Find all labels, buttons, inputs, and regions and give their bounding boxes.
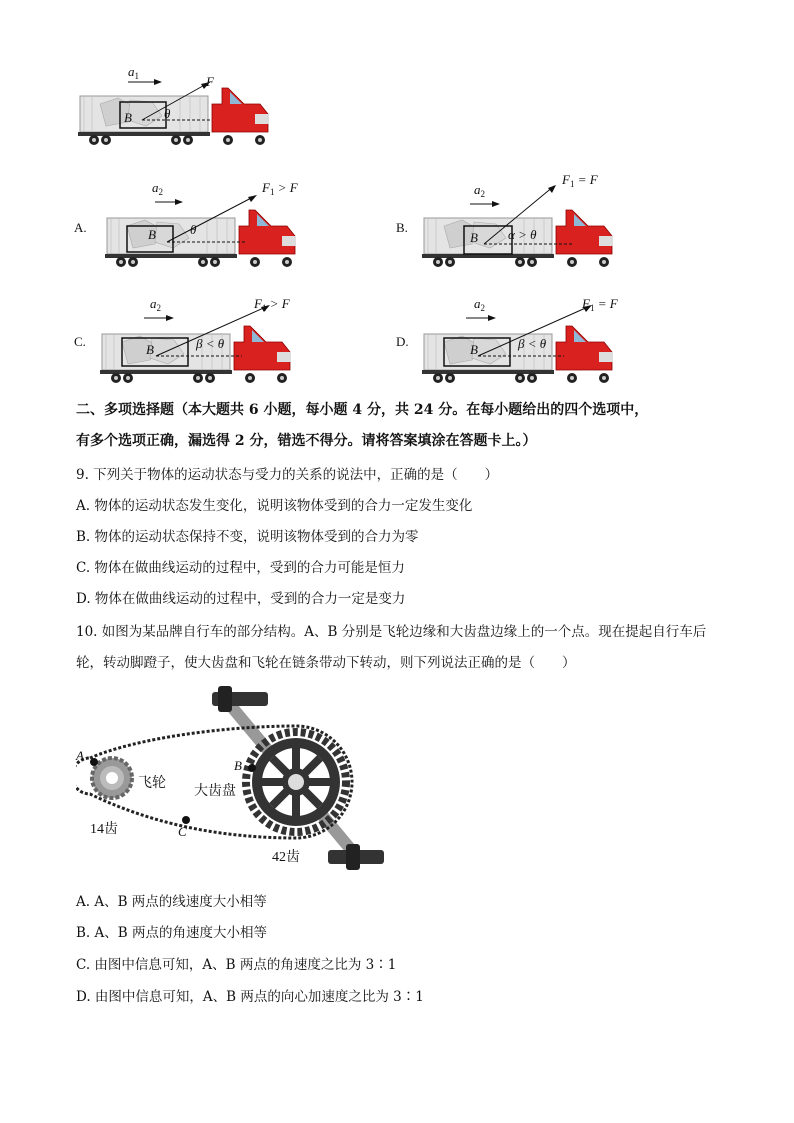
block-label-b: B <box>124 110 132 125</box>
option-d-force: $F_1 = F$ <box>582 296 618 313</box>
big-gear-label: 大齿盘 <box>194 784 236 799</box>
q10-option-c[interactable]: C. 由图中信息可知，A、B 两点的角速度之比为 3∶1 <box>76 957 397 973</box>
gear-point-b: B <box>234 758 242 773</box>
option-c-force: $F_1 > F$ <box>254 296 290 313</box>
option-d-letter: D. <box>396 334 409 349</box>
option-b-letter: B. <box>396 220 408 235</box>
option-b-force: $F_1 = F$ <box>562 172 598 189</box>
option-d-angle: β < θ <box>518 336 547 351</box>
option-a-force: $F_1 > F$ <box>262 180 298 197</box>
option-a-angle: θ <box>190 222 197 237</box>
bicycle-gear-figure <box>76 686 396 876</box>
option-c-accel: $a_2$ <box>150 296 161 313</box>
q9-option-c[interactable]: C. 物体在做曲线运动的过程中，受到的合力可能是恒力 <box>76 560 405 576</box>
truck-figure-main <box>70 60 280 160</box>
option-d-block: B <box>470 342 478 357</box>
small-gear-label: 飞轮 <box>138 776 166 791</box>
option-b-angle: α > θ <box>508 227 537 242</box>
q10-stem-line1: 10. 如图为某品牌自行车的部分结构。A、B 分别是飞轮边缘和大齿盘边缘上的一个点。现在提起自行车后 <box>76 624 707 640</box>
option-a-block: B <box>148 227 156 242</box>
q10-stem-line2: 轮，转动脚蹬子，使大齿盘和飞轮在链条带动下转动，则下列说法正确的是（ ） <box>76 655 576 671</box>
option-c-letter: C. <box>74 334 86 349</box>
pedal-bottom-icon <box>328 844 384 870</box>
gear-point-c: C <box>178 824 187 839</box>
option-a-letter: A. <box>74 220 87 235</box>
small-gear-icon <box>92 758 132 798</box>
angle-label-theta: θ <box>164 106 171 121</box>
q9-option-b[interactable]: B. 物体的运动状态保持不变，说明该物体受到的合力为零 <box>76 529 419 545</box>
q10-option-a[interactable]: A. A、B 两点的线速度大小相等 <box>76 894 267 910</box>
gear-point-a: A <box>76 748 84 763</box>
q10-option-d[interactable]: D. 由图中信息可知，A、B 两点的向心加速度之比为 3∶1 <box>76 989 424 1005</box>
option-a-accel: $a_2$ <box>152 180 163 197</box>
force-label-f: F <box>206 74 214 89</box>
option-c-angle: β < θ <box>196 336 225 351</box>
q10-option-b[interactable]: B. A、B 两点的角速度大小相等 <box>76 925 267 941</box>
q9-stem: 9. 下列关于物体的运动状态与受力的关系的说法中，正确的是（ ） <box>76 467 499 483</box>
q9-option-a[interactable]: A. 物体的运动状态发生变化，说明该物体受到的合力一定发生变化 <box>76 498 473 514</box>
small-gear-teeth: 14齿 <box>90 822 118 837</box>
truck-figure-option-a <box>92 182 312 282</box>
option-b-block: B <box>470 230 478 245</box>
option-d-accel: $a_2$ <box>474 296 485 313</box>
big-gear-teeth: 42齿 <box>272 850 300 865</box>
option-c-block: B <box>146 342 154 357</box>
q9-option-d[interactable]: D. 物体在做曲线运动的过程中，受到的合力一定是变力 <box>76 591 406 607</box>
option-b-accel: $a_2$ <box>474 182 485 199</box>
section2-line1: 二、多项选择题（本大题共 6 小题，每小题 4 分，共 24 分。在每小题给出的四个选项中， <box>76 402 649 418</box>
accel-label-a1: $a_1$ <box>128 64 139 81</box>
section2-line2: 有多个选项正确，漏选得 2 分，错选不得分。请将答案填涂在答题卡上。） <box>76 433 537 449</box>
